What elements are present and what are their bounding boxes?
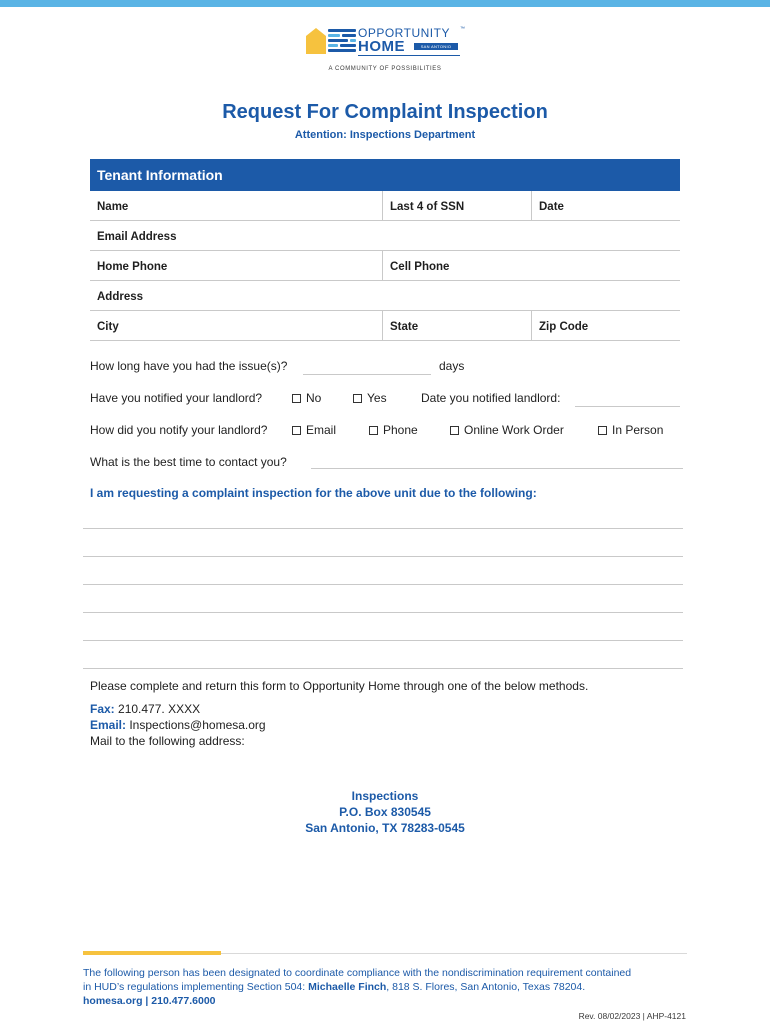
return-instructions: Please complete and return this form to Opportunity Home through one of the below methods. xyxy=(90,679,589,693)
logo-word-home: HOME xyxy=(358,38,405,55)
email-line xyxy=(90,718,266,732)
method-phone-checkbox[interactable] xyxy=(369,423,418,437)
checkbox-label: Online Work Order xyxy=(464,423,564,437)
request-reason-label: I am requesting a complaint inspection for the above unit due to the following: xyxy=(90,486,537,500)
footer-compliance-line-1: The following person has been designated to coordinate compliance with the nondiscrimination requirement contained xyxy=(83,967,632,979)
footer-accent-bar xyxy=(83,951,221,955)
logo-tagline: A COMMUNITY OF POSSIBILITIES xyxy=(328,66,442,72)
date-field[interactable]: Date xyxy=(539,201,564,213)
checkbox-icon xyxy=(450,426,459,435)
method-email-checkbox[interactable] xyxy=(292,423,336,437)
tenant-row-city xyxy=(90,311,680,341)
notified-landlord-label: Have you notified your landlord? xyxy=(90,391,263,405)
checkbox-icon xyxy=(598,426,607,435)
logo-trademark: ™ xyxy=(460,26,465,32)
reason-line-1[interactable] xyxy=(83,528,683,529)
notified-no-checkbox[interactable] xyxy=(292,391,321,405)
checkbox-icon xyxy=(292,426,301,435)
tenant-row-phone xyxy=(90,251,680,281)
reason-line-3[interactable] xyxy=(83,584,683,585)
checkbox-label: Yes xyxy=(367,391,387,405)
logo-underline xyxy=(358,55,460,56)
date-notified-input[interactable] xyxy=(575,406,680,407)
checkbox-label: No xyxy=(306,391,322,405)
fax-number: 210.477. XXXX xyxy=(114,702,201,716)
page-subtitle: Attention: Inspections Department xyxy=(294,129,476,141)
footer-compliance-line-2 xyxy=(83,981,585,993)
email-label: Email: xyxy=(90,718,127,732)
address-line-2: P.O. Box 830545 xyxy=(339,805,431,819)
footer-coordinator-name: Michaelle Finch xyxy=(308,981,387,993)
method-online-work-order-checkbox[interactable] xyxy=(450,423,564,437)
top-accent-strip xyxy=(0,0,770,7)
home-phone-field[interactable]: Home Phone xyxy=(97,261,168,273)
footer-line-2-post: , 818 S. Flores, San Antonio, Texas 78204. xyxy=(386,981,586,993)
best-time-label: What is the best time to contact you? xyxy=(90,455,287,469)
page-title: Request For Complaint Inspection xyxy=(222,101,548,123)
checkbox-icon xyxy=(292,394,301,403)
date-notified-label: Date you notified landlord: xyxy=(421,391,561,405)
footer-website-phone[interactable]: homesa.org | 210.477.6000 xyxy=(83,995,216,1007)
city-field[interactable]: City xyxy=(97,321,119,333)
house-logo-icon xyxy=(306,28,326,54)
address-field[interactable]: Address xyxy=(97,291,144,303)
footer-line-2-pre: in HUD’s regulations implementing Section 504: xyxy=(83,981,309,993)
issue-duration-input[interactable] xyxy=(303,374,431,375)
address-line-1: Inspections xyxy=(351,789,419,803)
reason-line-2[interactable] xyxy=(83,556,683,557)
reason-line-4[interactable] xyxy=(83,612,683,613)
email-address-field[interactable]: Email Address xyxy=(97,231,177,243)
zip-code-field[interactable]: Zip Code xyxy=(539,321,589,333)
checkbox-label: Email xyxy=(306,423,337,437)
tenant-row-name xyxy=(90,191,680,221)
method-in-person-checkbox[interactable] xyxy=(598,423,663,437)
checkbox-label: Phone xyxy=(383,423,418,437)
fax-label: Fax: xyxy=(90,702,115,716)
state-field[interactable]: State xyxy=(390,321,419,333)
logo-san-antonio: SAN ANTONIO xyxy=(414,43,458,50)
checkbox-icon xyxy=(353,394,362,403)
days-label: days xyxy=(439,359,465,373)
tenant-row-email xyxy=(90,221,680,251)
notified-yes-checkbox[interactable] xyxy=(353,391,387,405)
tenant-row-address xyxy=(90,281,680,311)
name-field[interactable]: Name xyxy=(97,201,129,213)
ssn-last4-field[interactable]: Last 4 of SSN xyxy=(390,201,465,213)
footer-divider xyxy=(221,953,687,954)
notify-method-label: How did you notify your landlord? xyxy=(90,423,268,437)
reason-line-6[interactable] xyxy=(83,668,683,669)
logo-word-opportunity: OPPORTUNITY xyxy=(358,26,450,40)
email-address[interactable]: Inspections@homesa.org xyxy=(126,718,266,732)
mail-instruction: Mail to the following address: xyxy=(90,734,245,748)
best-time-input[interactable] xyxy=(311,468,683,469)
checkbox-icon xyxy=(369,426,378,435)
tenant-info-header: Tenant Information xyxy=(90,159,680,191)
logo-bars-icon xyxy=(328,29,358,53)
address-line-3: San Antonio, TX 78283-0545 xyxy=(305,821,465,835)
fax-line xyxy=(90,702,200,716)
revision-info: Rev. 08/02/2023 | AHP-4121 xyxy=(578,1011,686,1021)
checkbox-label: In Person xyxy=(612,423,664,437)
issue-duration-label: How long have you had the issue(s)? xyxy=(90,359,288,373)
cell-phone-field[interactable]: Cell Phone xyxy=(390,261,450,273)
reason-line-5[interactable] xyxy=(83,640,683,641)
